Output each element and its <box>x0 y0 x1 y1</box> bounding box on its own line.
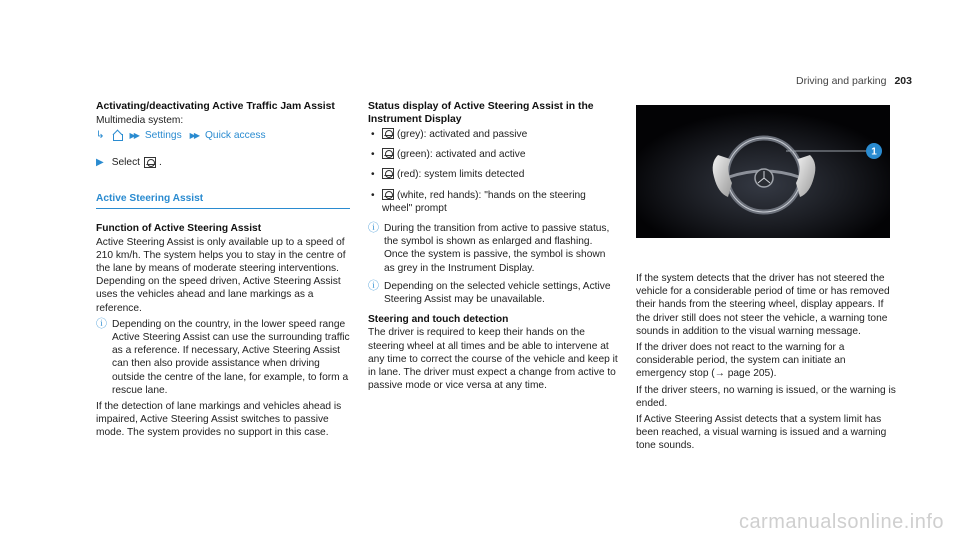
heading-status-display: Status display of Active Steering Assist in the Instrument Display <box>368 101 594 125</box>
page-number: 203 <box>894 75 912 87</box>
instrument-display-photo <box>636 105 890 238</box>
info-icon: ⓘ <box>96 317 107 330</box>
steering-wheel-illustration <box>636 105 890 238</box>
path-settings[interactable]: Settings <box>144 129 182 141</box>
touch-detection-text: The driver is required to keep their hands on the steering wheel at all times and be able to intervene at any time to correct the course of the vehicle and keep it in lane. The driver must expect a change from active to passive mode or vice versa at any time. <box>368 327 618 392</box>
callout-number: 1 <box>871 146 877 158</box>
home-icon <box>112 130 123 140</box>
double-chevron-icon: ▶▶ <box>189 130 198 140</box>
steering-assist-icon <box>382 168 394 179</box>
select-step: ▶ Select . <box>96 156 162 168</box>
select-label: Select <box>111 156 141 168</box>
column-middle <box>368 101 618 392</box>
steering-assist-icon <box>382 128 394 139</box>
info-note <box>96 318 350 397</box>
section-title-active-steering: Active Steering Assist <box>96 192 350 209</box>
list-item: • (red): system limits detected <box>371 169 525 181</box>
paragraph-hands-off: If the system detects that the driver has not steered the vehicle for a considerable period of time or has removed their hands from the steering wheel, display appears. If the driver still does not steer the vehicle, a warning tone sounds in addition to the visual warning message. <box>636 273 890 337</box>
paragraph-system-limit: If Active Steering Assist detects that a system limit has been reached, a visual warning is issued and a warning tone sounds. <box>636 414 887 452</box>
system-label: Multimedia system: <box>96 114 184 126</box>
column-right <box>636 101 896 453</box>
passive-mode-text: If the detection of lane markings and vehicles ahead is impaired, Active Steering Assist switches to passive mode. The system provides no support in this case. <box>96 400 342 439</box>
page-header <box>796 75 912 88</box>
function-text: Active Steering Assist is only available up to a speed of 210 km/h. The system helps you to stay in the centre of the lane by means of moderate steering interventions. Depending on the speed driven, Active Steering Assist uses the vehicles ahead and lane markings as a reference. <box>96 236 346 314</box>
double-chevron-icon: ▶▶ <box>129 130 138 140</box>
info-note <box>368 280 618 306</box>
column-left <box>96 101 350 440</box>
info-text: Depending on the country, in the lower speed range Active Steering Assist can use the surrounding traffic as a reference. If necessary, Active Steering Assist can then also provide assistance when driving outside the centre of the lane, for example, to form a rescue lane. <box>112 318 350 396</box>
status-list <box>368 128 618 215</box>
section-name: Driving and parking <box>796 75 887 87</box>
steering-assist-icon <box>382 148 394 159</box>
list-item: • (white, red hands): "hands on the steering wheel" prompt <box>371 189 586 214</box>
list-item: • (green): activated and active <box>371 149 526 161</box>
menu-path <box>96 129 350 142</box>
heading-function: Function of Active Steering Assist <box>96 223 262 235</box>
heading-touch-detection: Steering and touch detection <box>368 314 509 326</box>
list-item: • (grey): activated and passive <box>371 129 528 140</box>
paragraph-emergency-stop: If the driver does not react to the warning for a considerable period, the system can initiate an emergency stop (→ page 205). <box>636 342 846 380</box>
info-text: Depending on the selected vehicle settings, Active Steering Assist may be unavailable. <box>384 280 611 306</box>
info-icon: ⓘ <box>368 222 379 235</box>
steering-assist-icon <box>382 189 394 200</box>
path-quick-access[interactable]: Quick access <box>204 129 266 141</box>
paragraph-driver-steers: If the driver steers, no warning is issued, or the warning is ended. <box>636 384 896 409</box>
heading-activating: Activating/deactivating Active Traffic Jam Assist <box>96 101 335 112</box>
info-note <box>368 222 618 275</box>
info-text: During the transition from active to passive status, the symbol is shown as enlarged and flashing. Once the system is passive, the symbol is shown as grey in the Instrument Display. <box>384 223 610 274</box>
info-icon: ⓘ <box>368 279 379 292</box>
step-triangle-icon: ▶ <box>96 156 104 168</box>
steering-assist-icon <box>144 157 156 168</box>
path-arrow-icon: ↳ <box>96 129 105 141</box>
watermark: carmanualsonline.info <box>738 510 944 533</box>
